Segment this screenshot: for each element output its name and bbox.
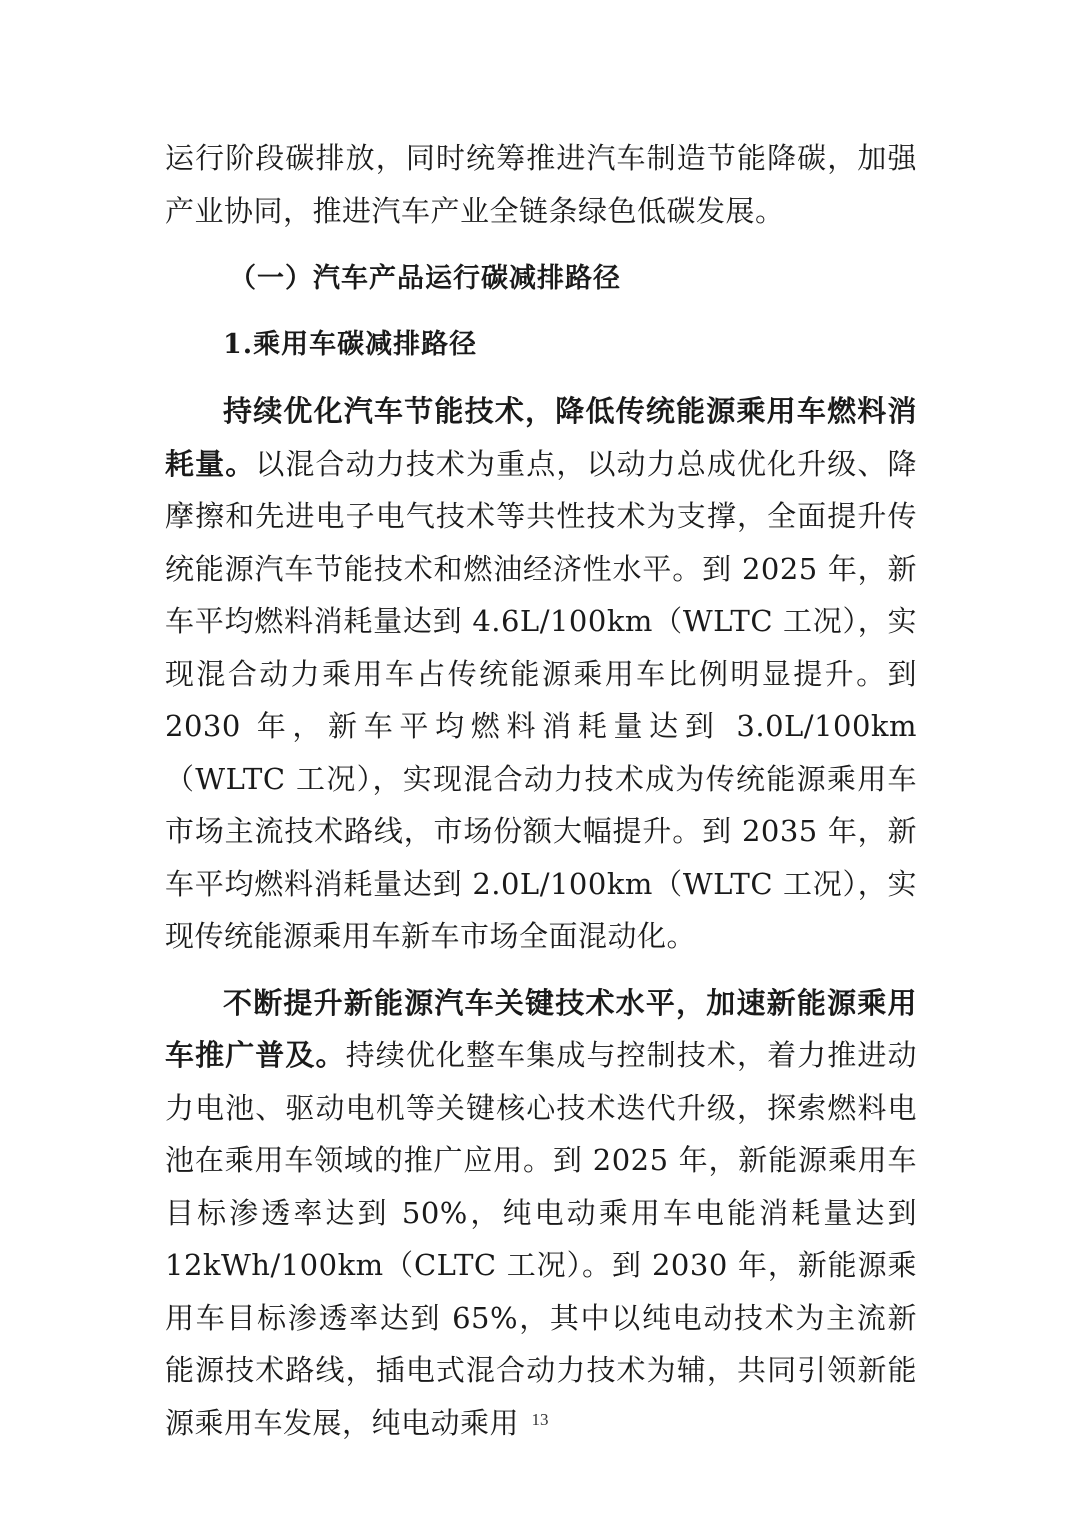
paragraph-lead: 不断提升新能源汽车关键技术水平，加速新能源乘用车推广普及。 [165, 985, 917, 1072]
section-heading: （一）汽车产品运行碳减排路径 [229, 263, 621, 294]
page-number: 13 [531, 1410, 549, 1429]
intro-paragraph: 运行阶段碳排放，同时统筹推进汽车制造节能降碳，加强产业协同，推进汽车产业全链条绿色低碳发展。 [165, 141, 917, 228]
paragraph-new-energy [165, 977, 917, 1450]
document-page [165, 132, 917, 1449]
subsection-heading: 1.乘用车碳减排路径 [223, 329, 478, 360]
paragraph-body: 持续优化整车集成与控制技术，着力推进动力电池、驱动电机等关键核心技术迭代升级，探索燃料电池在乘用车领域的推广应用。到 2025 年，新能源乘用车目标渗透率达到 50%，纯电动乘用车电能消耗量达到 12kWh/100km（CLTC 工况）。到 2030 年，新能源乘用车目标渗透率达到 65%，其中以纯电动技术为主流新能源技术路线，插电式混合动力技术为辅，共同引领新能源乘用车发展，纯电动乘用 [165, 1038, 917, 1440]
paragraph-body: 以混合动力技术为重点，以动力总成优化升级、降摩擦和先进电子电气技术等共性技术为支撑，全面提升传统能源汽车节能技术和燃油经济性水平。到 2025 年，新车平均燃料消耗量达到 4.6L/100km（WLTC 工况），实现混合动力乘用车占传统能源乘用车比例明显提升。到 2030 年，新车平均燃料消耗量达到 3.0L/100km（WLTC 工况），实现混合动力技术成为传统能源乘用车市场主流技术路线，市场份额大幅提升。到 2035 年，新车平均燃料消耗量达到 2.0L/100km（WLTC 工况），实现传统能源乘用车新车市场全面混动化。 [165, 446, 917, 953]
paragraph-lead: 持续优化汽车节能技术，降低传统能源乘用车燃料消耗量。 [165, 394, 917, 481]
paragraph-passenger-fuel [165, 385, 917, 963]
